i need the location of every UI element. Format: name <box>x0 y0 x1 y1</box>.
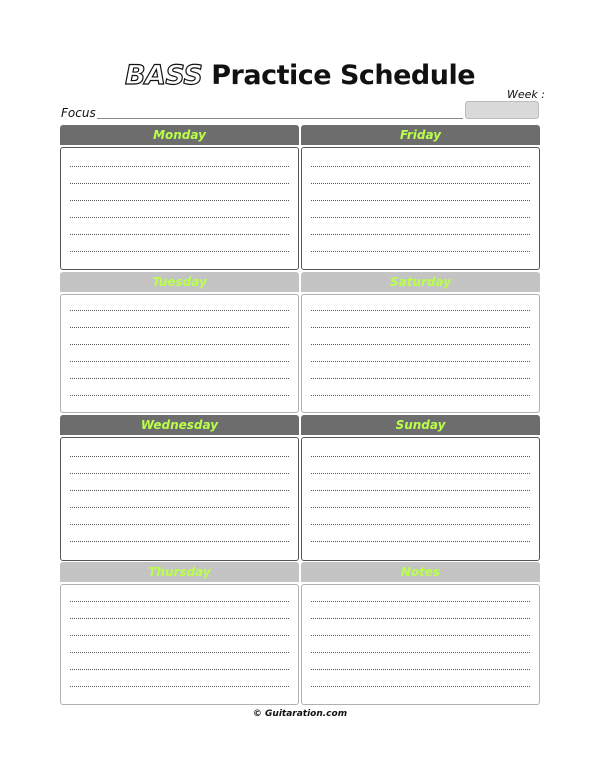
notes-box[interactable] <box>301 584 540 705</box>
monday-header: Monday <box>60 125 299 145</box>
writing-line <box>70 635 289 636</box>
writing-line <box>70 652 289 653</box>
writing-line <box>311 200 530 201</box>
writing-line <box>70 327 289 328</box>
writing-line <box>311 395 530 396</box>
writing-line <box>70 686 289 687</box>
week-field[interactable] <box>465 101 539 119</box>
writing-line <box>311 234 530 235</box>
thursday-header: Thursday <box>60 562 299 582</box>
writing-line <box>311 378 530 379</box>
writing-line <box>70 601 289 602</box>
writing-line <box>70 669 289 670</box>
writing-line <box>70 618 289 619</box>
writing-line <box>311 473 530 474</box>
saturday-box[interactable] <box>301 294 540 413</box>
wednesday-header: Wednesday <box>60 415 299 435</box>
focus-field[interactable] <box>97 118 463 119</box>
writing-line <box>311 601 530 602</box>
writing-line <box>311 310 530 311</box>
week-label: Week : <box>507 88 545 101</box>
copyright-footer: © Guitaration.com <box>252 709 348 719</box>
writing-line <box>311 618 530 619</box>
page-title <box>0 60 600 91</box>
writing-line <box>311 183 530 184</box>
monday-box[interactable] <box>60 147 299 270</box>
writing-line <box>311 361 530 362</box>
friday-header: Friday <box>301 125 540 145</box>
tuesday-header: Tuesday <box>60 272 299 292</box>
writing-line <box>70 456 289 457</box>
writing-line <box>311 490 530 491</box>
writing-line <box>70 524 289 525</box>
writing-line <box>70 473 289 474</box>
writing-line <box>311 507 530 508</box>
wednesday-box[interactable] <box>60 437 299 561</box>
writing-line <box>70 200 289 201</box>
writing-line <box>311 686 530 687</box>
tuesday-box[interactable] <box>60 294 299 413</box>
writing-line <box>311 541 530 542</box>
writing-line <box>70 361 289 362</box>
writing-line <box>311 652 530 653</box>
sunday-box[interactable] <box>301 437 540 561</box>
title-bass: BASS <box>124 60 203 91</box>
writing-line <box>70 395 289 396</box>
writing-line <box>70 251 289 252</box>
writing-line <box>70 507 289 508</box>
writing-line <box>311 669 530 670</box>
focus-label: Focus <box>61 106 96 120</box>
writing-line <box>311 344 530 345</box>
thursday-box[interactable] <box>60 584 299 705</box>
writing-line <box>311 217 530 218</box>
writing-line <box>311 524 530 525</box>
writing-line <box>70 183 289 184</box>
writing-line <box>70 166 289 167</box>
writing-line <box>311 166 530 167</box>
writing-line <box>70 344 289 345</box>
writing-line <box>311 635 530 636</box>
writing-line <box>70 541 289 542</box>
notes-header: Notes <box>301 562 540 582</box>
writing-line <box>70 490 289 491</box>
title-practice-schedule: Practice Schedule <box>202 60 476 91</box>
writing-line <box>311 251 530 252</box>
writing-line <box>311 456 530 457</box>
writing-line <box>70 217 289 218</box>
writing-line <box>70 378 289 379</box>
writing-line <box>70 234 289 235</box>
sunday-header: Sunday <box>301 415 540 435</box>
writing-line <box>70 310 289 311</box>
saturday-header: Saturday <box>301 272 540 292</box>
friday-box[interactable] <box>301 147 540 270</box>
writing-line <box>311 327 530 328</box>
